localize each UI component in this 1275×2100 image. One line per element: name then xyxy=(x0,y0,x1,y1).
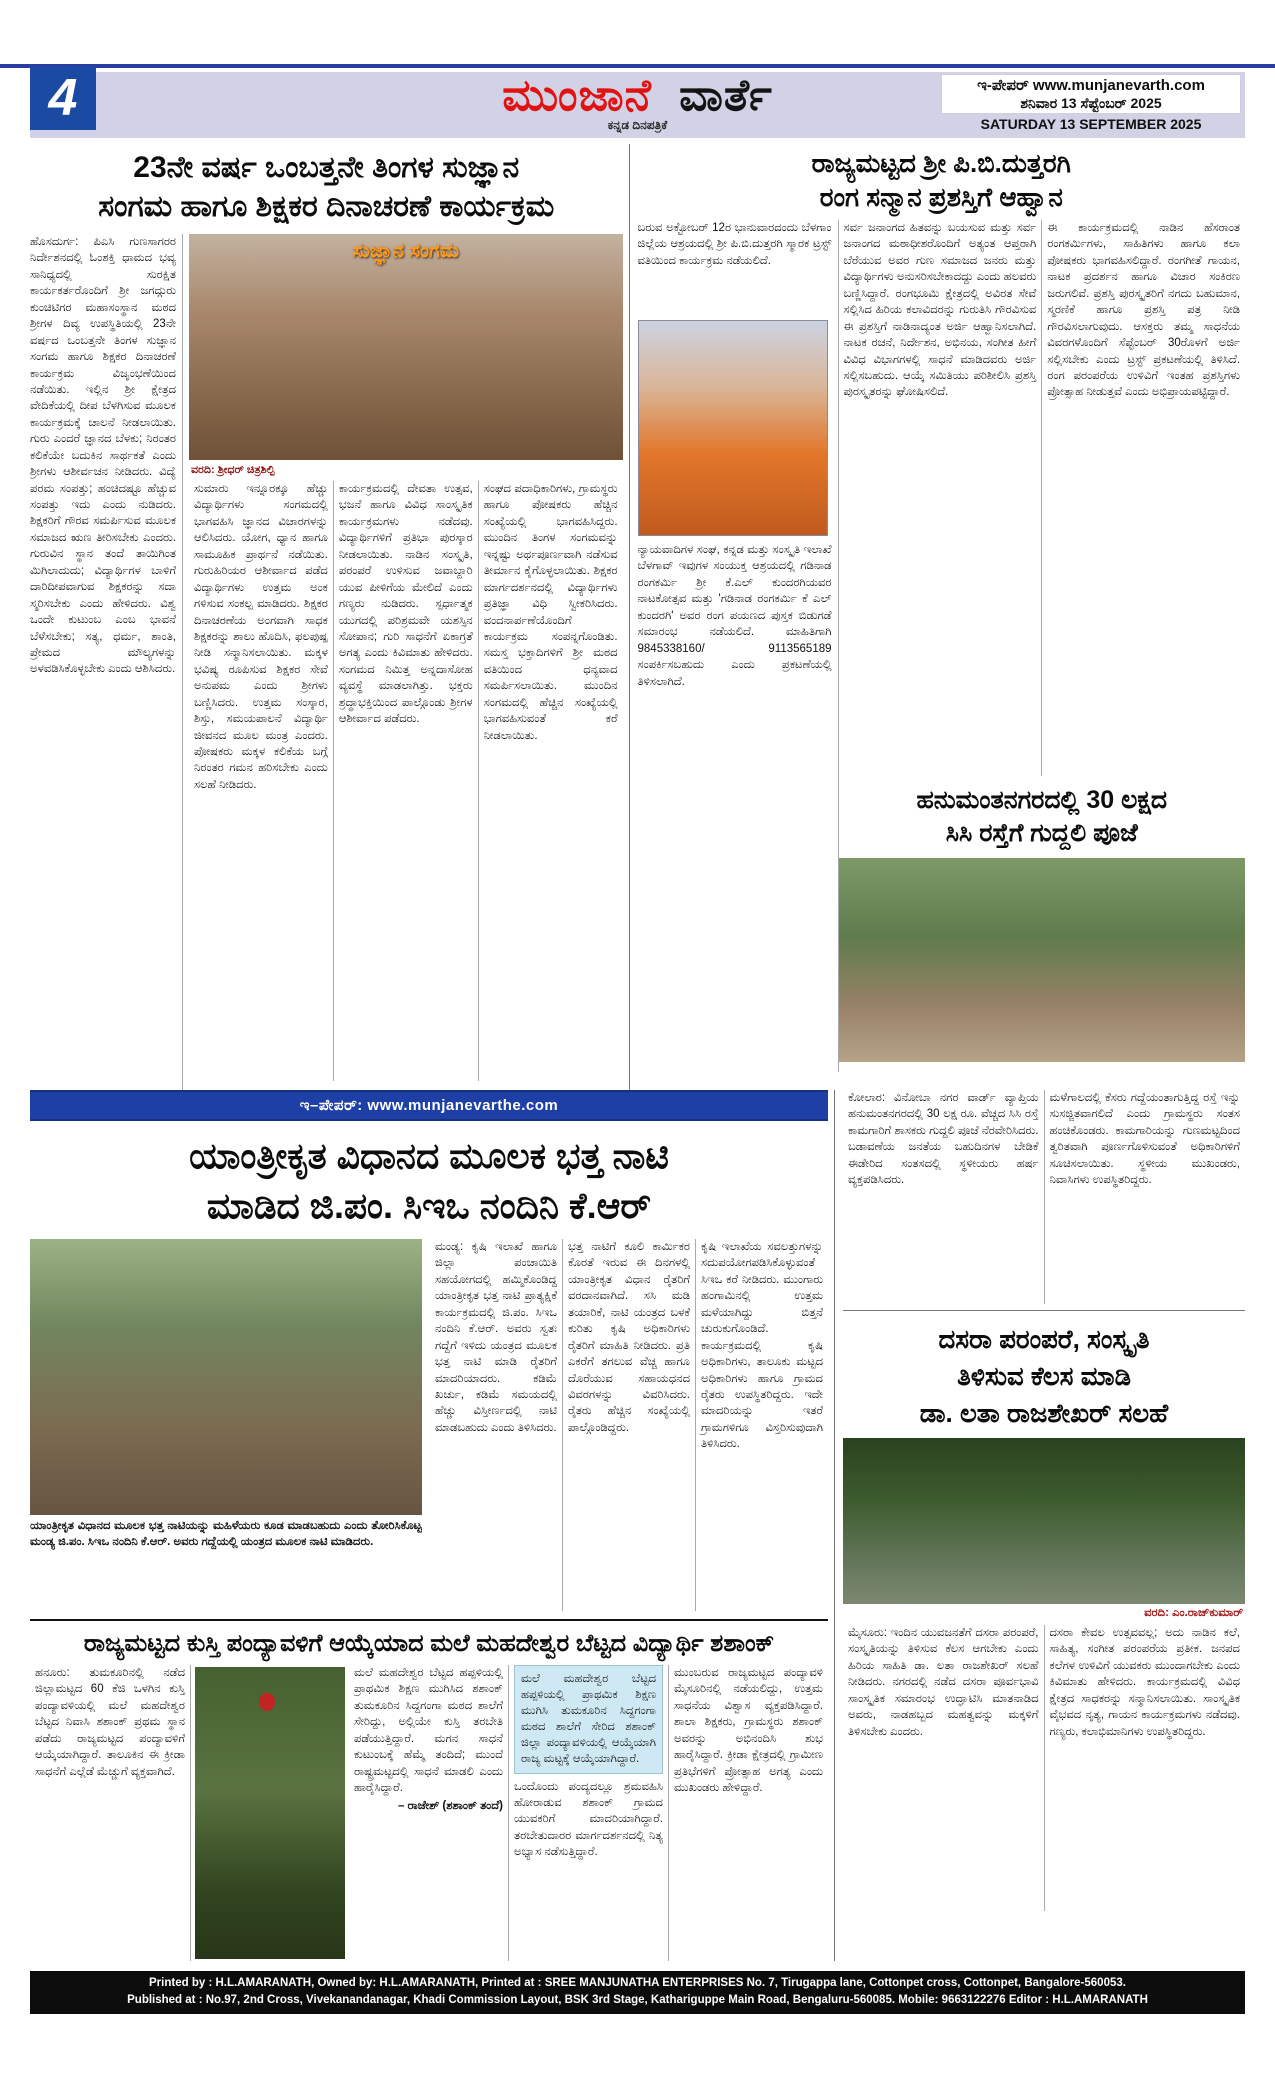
article-dasara xyxy=(843,1311,1245,1911)
masthead-word-black: ವಾರ್ತೆ xyxy=(679,71,773,120)
article-sujnana-col4: ಸಂಘದ ಪದಾಧಿಕಾರಿಗಳು, ಗ್ರಾಮಸ್ಥರು ಹಾಗೂ ಪೋಷಕರು ಹೆಚ್ಚಿನ ಸಂಖ್ಯೆಯಲ್ಲಿ ಭಾಗವಹಿಸಿದ್ದರು. ಮುಂದಿನ ತಿಂಗಳ ಸಂಗಮವನ್ನು ಇನ್ನಷ್ಟು ಅರ್ಥಪೂರ್ಣವಾಗಿ ನಡೆಸುವ ತೀರ್ಮಾನ ಕೈಗೊಳ್ಳಲಾಯಿತು. ಶಿಕ್ಷಕರ ಮಾರ್ಗದರ್ಶನದಲ್ಲಿ ವಿದ್ಯಾರ್ಥಿಗಳು ಪ್ರತಿಜ್ಞಾ ವಿಧಿ ಸ್ವೀಕರಿಸಿದರು. ವಂದನಾರ್ಪಣೆಯೊಂದಿಗೆ ಕಾರ್ಯಕ್ರಮ ಸಂಪನ್ನಗೊಂಡಿತು. ಸಮಸ್ತ ಭಕ್ತಾದಿಗಳಿಗೆ ಶ್ರೀ ಮಠದ ವತಿಯಿಂದ ಧನ್ಯವಾದ ಸಮರ್ಪಿಸಲಾಯಿತು. ಮುಂದಿನ ಸಂಗಮದಲ್ಲಿ ಹೆಚ್ಚಿನ ಸಂಖ್ಯೆಯಲ್ಲಿ ಭಾಗವಹಿಸುವಂತೆ ಕರೆ ನೀಡಲಾಯಿತು. xyxy=(483,483,618,742)
article-sujnana-col2: ಸುಮಾರು ಇನ್ನೂರಕ್ಕೂ ಹೆಚ್ಚು ವಿದ್ಯಾರ್ಥಿಗಳು ಸಂಗಮದಲ್ಲಿ ಭಾಗವಹಿಸಿ ಜ್ಞಾನದ ವಿಚಾರಗಳನ್ನು ಆಲಿಸಿದರು. ಯೋಗ, ಧ್ಯಾನ ಹಾಗೂ ಸಾಮೂಹಿಕ ಪ್ರಾರ್ಥನೆ ನಡೆಯಿತು. ಗುರುಹಿರಿಯರ ಆಶೀರ್ವಾದ ಪಡೆದ ವಿದ್ಯಾರ್ಥಿಗಳು ಉತ್ತಮ ಅಂಕ ಗಳಿಸುವ ಸಂಕಲ್ಪ ಮಾಡಿದರು. ಶಿಕ್ಷಕರ ದಿನಾಚರಣೆಯ ಅಂಗವಾಗಿ ಸಾಧಕ ಶಿಕ್ಷಕರನ್ನು ಶಾಲು ಹೊದಿಸಿ, ಫಲಪುಷ್ಪ ನೀಡಿ ಸನ್ಮಾನಿಸಲಾಯಿತು. ಮಕ್ಕಳ ಭವಿಷ್ಯ ರೂಪಿಸುವ ಶಿಕ್ಷಕರ ಸೇವೆ ಅನುಪಮ ಎಂದು ಶ್ರೀಗಳು ಬಣ್ಣಿಸಿದರು. ಉತ್ತಮ ಸಂಸ್ಕಾರ, ಶಿಸ್ತು, ಸಮಯಪಾಲನೆ ವಿದ್ಯಾರ್ಥಿ ಜೀವನದ ಮೂಲ ಮಂತ್ರ ಎಂದರು. ಪೋಷಕರು ಮಕ್ಕಳ ಕಲಿಕೆಯ ಬಗ್ಗೆ ನಿರಂತರ ಗಮನ ಹರಿಸಬೇಕು ಎಂದು ಸಲಹೆ ನೀಡಿದರು. xyxy=(189,481,334,1081)
ccroad-pooja-photo xyxy=(839,858,1245,1062)
article-ccroad-body xyxy=(843,1090,1245,1311)
sujnana-event-photo xyxy=(189,234,623,460)
epaper-url: ಇ-ಪೇಪರ್ www.munjanevarth.com xyxy=(977,77,1205,94)
kusti-cadet-photo xyxy=(195,1667,345,1959)
sujnana-photo-caption: ವರದಿ: ಶ್ರೀಧರ್ ಚಿತ್ರಶಿಲ್ಪಿ xyxy=(191,464,275,476)
article-dasara-col2: ದಸರಾ ಕೇವಲ ಉತ್ಸವವಲ್ಲ; ಅದು ನಾಡಿನ ಕಲೆ, ಸಾಹಿತ್ಯ, ಸಂಗೀತ ಪರಂಪರೆಯ ಪ್ರತೀಕ. ಜನಪದ ಕಲೆಗಳ ಉಳಿವಿಗೆ ಯುವಕರು ಮುಂದಾಗಬೇಕು ಎಂದು ಕಿವಿಮಾತು ಹೇಳಿದರು. ಕಾರ್ಯಕ್ರಮದಲ್ಲಿ ವಿವಿಧ ಕ್ಷೇತ್ರದ ಸಾಧಕರನ್ನು ಸನ್ಮಾನಿಸಲಾಯಿತು. ಸಾಂಸ್ಕೃತಿಕ ವೈಭವದ ನೃತ್ಯ, ಗಾಯನ ಕಾರ್ಯಕ್ರಮಗಳು ನಡೆದವು. ಗಣ್ಯರು, ಕಲಾಭಿಮಾನಿಗಳು ಉಪಸ್ಥಿತರಿದ್ದರು. xyxy=(1049,1627,1240,1738)
duttaragi-col1-top: ಬರುವ ಅಕ್ಟೋಬರ್ 12ರ ಭಾನುವಾರದಂದು ಬೆಳಗಾಂ ಜಿಲ್ಲೆಯ ಆಶ್ರಯದಲ್ಲಿ ಶ್ರೀ ಪಿ.ಬಿ.ದುತ್ತರಗಿ ಸ್ಮಾರಕ ಟ್ರಸ್ಟ್ ವತಿಯಿಂದ ಕಾರ್ಯಕ್ರಮ ನಡೆಯಲಿದೆ. xyxy=(637,222,832,267)
article-bhatta-col3: ಕೃಷಿ ಇಲಾಖೆಯ ಸವಲತ್ತುಗಳನ್ನು ಸದುಪಯೋಗಪಡಿಸಿಕೊಳ್ಳುವಂತೆ ಸಿಇಒ ಕರೆ ನೀಡಿದರು. ಮುಂಗಾರು ಹಂಗಾಮಿನಲ್ಲಿ ಉತ್ತಮ ಮಳೆಯಾಗಿದ್ದು ಬಿತ್ತನೆ ಚುರುಕುಗೊಂಡಿದೆ. ಕಾರ್ಯಕ್ರಮದಲ್ಲಿ ಕೃಷಿ ಅಧಿಕಾರಿಗಳು, ತಾಲೂಕು ಮಟ್ಟದ ಅಧಿಕಾರಿಗಳು ಹಾಗೂ ಗ್ರಾಮದ ರೈತರು ಉಪಸ್ಥಿತರಿದ್ದರು. ಇದೇ ಮಾದರಿಯನ್ನು ಇತರೆ ಗ್ರಾಮಗಳಿಗೂ ವಿಸ್ತರಿಸುವುದಾಗಿ ತಿಳಿಸಿದರು. xyxy=(701,1241,823,1451)
kusti-byline: – ರಾಜೇಶ್ (ಶಶಾಂಕ್ ತಂದೆ) xyxy=(397,1799,503,1812)
photo-banner-text: ಸುಜ್ಞಾನ ಸಂಗಮ xyxy=(352,240,459,262)
right-column-lower xyxy=(834,1090,1245,1961)
article-kusti-col2: ಮಲೆ ಮಹದೇಶ್ವರ ಬೆಟ್ಟದ ಹಪ್ಪಳಿಯಲ್ಲಿ ಪ್ರಾಥಮಿಕ ಶಿಕ್ಷಣ ಮುಗಿಸಿದ ಶಶಾಂಕ್ ತುಮಕೂರಿನ ಸಿದ್ದಗಂಗಾ ಮಠದ ಶಾಲೆಗೆ ಸೇರಿದ್ದು, ಅಲ್ಲಿಯೇ ಕುಸ್ತಿ ತರಬೇತಿ ಪಡೆಯುತ್ತಿದ್ದಾರೆ. ಮಗನ ಸಾಧನೆ ಕುಟುಂಬಕ್ಕೆ ಹೆಮ್ಮೆ ತಂದಿದೆ; ಮುಂದೆ ರಾಷ್ಟ್ರಮಟ್ಟದಲ್ಲಿ ಸಾಧನೆ ಮಾಡಲಿ ಎಂದು ಹಾರೈಸಿದ್ದಾರೆ. – ರಾಜೇಶ್ (ಶಶಾಂಕ್ ತಂದೆ) xyxy=(349,1665,509,1961)
dasara-photo-caption: ವರದಿ: ಎಂ.ರಾಜ್‌ಕುಮಾರ್ xyxy=(1144,1607,1243,1619)
article-duttaragi-headline: ರಾಜ್ಯಮಟ್ಟದ ಶ್ರೀ ಪಿ.ಬಿ.ದುತ್ತರಗಿ ರಂಗ ಸನ್ಮಾನ ಪ್ರಶಸ್ತಿಗೆ ಆಹ್ವಾನ xyxy=(811,148,1071,212)
top-rule xyxy=(0,64,1275,68)
article-sujnana xyxy=(30,144,629,1090)
article-ccroad-col1: ಕೋಲಾರ: ವಿನೋಬಾ ನಗರ ವಾರ್ಡ್ ವ್ಯಾಪ್ತಿಯ ಹನುಮಂತನಗರದಲ್ಲಿ 30 ಲಕ್ಷ ರೂ. ವೆಚ್ಚದ ಸಿಸಿ ರಸ್ತೆ ಕಾಮಗಾರಿಗೆ ಶಾಸಕರು ಗುದ್ದಲಿ ಪೂಜೆ ನೆರವೇರಿಸಿದರು. ಬಡಾವಣೆಯ ಜನತೆಯ ಬಹುದಿನಗಳ ಬೇಡಿಕೆ ಈಡೇರಿದ ಸಂತಸದಲ್ಲಿ ಸ್ಥಳೀಯರು ಹರ್ಷ ವ್ಯಕ್ತಪಡಿಸಿದರು. xyxy=(843,1090,1045,1304)
article-kusti xyxy=(30,1619,828,1961)
article-sujnana-col1: ಹೊಸದುರ್ಗ: ಪಿಎಸಿ ಗುಣಸಾಗರರ ನಿರ್ದೇಶನದಲ್ಲಿ ಓಂಶಕ್ತಿ ಧಾಮದ ಭವ್ಯ ಸಾನಿಧ್ಯದಲ್ಲಿ ಸುರಕ್ಷಿತ ಕಾರ್ಯಕರ್ತರೊಂದಿಗೆ ಶ್ರೀ ಜಗದ್ಗುರು ಕುಂಚಿಟಿಗರ ಮಹಾಸಂಸ್ಥಾನ ಮಠದ ಶ್ರೀಗಳ ದಿವ್ಯ ಉಪಸ್ಥಿತಿಯಲ್ಲಿ 23ನೇ ವರ್ಷದ ಒಂಬತ್ತನೇ ತಿಂಗಳ ಸುಜ್ಞಾನ ಸಂಗಮ ಹಾಗೂ ಶಿಕ್ಷಕರ ದಿನಾಚರಣೆ ಕಾರ್ಯಕ್ರಮ ವಿಜೃಂಭಣೆಯಿಂದ ನಡೆಯಿತು. ಇಲ್ಲಿನ ಶ್ರೀ ಕ್ಷೇತ್ರದ ವೇದಿಕೆಯಲ್ಲಿ ದೀಪ ಬೆಳಗಿಸುವ ಮೂಲಕ ಕಾರ್ಯಕ್ರಮಕ್ಕೆ ಚಾಲನೆ ನೀಡಲಾಯಿತು. ಗುರು ಎಂದರೆ ಜ್ಞಾನದ ಬೆಳಕು; ನಿರಂತರ ಕಲಿಕೆಯೇ ಬದುಕಿನ ಸಾರ್ಥಕತೆ ಎಂದು ಶ್ರೀಗಳು ಆಶೀರ್ವಚನ ನೀಡಿದರು. ವಿದ್ಯೆ ಪರಮ ಸಂಪತ್ತು; ಹಂಚಿದಷ್ಟೂ ಹೆಚ್ಚುವ ಸಂಪತ್ತು ಇದು ಎಂದು ನುಡಿದರು. ಶಿಕ್ಷಕರಿಗೆ ಗೌರವ ಸಮರ್ಪಿಸುವ ಮೂಲಕ ಸಮಾಜದ ಋಣ ತೀರಿಸಬೇಕು ಎಂದರು. ಗುರುವಿನ ಸ್ಥಾನ ತಂದೆ ತಾಯಿಗಿಂತ ಮಿಗಿಲಾದುದು; ವಿದ್ಯಾರ್ಥಿಗಳ ಬಾಳಿಗೆ ದಾರಿದೀಪವಾಗುವ ಶಿಕ್ಷಕರನ್ನು ಸದಾ ಸ್ಮರಿಸಬೇಕು ಎಂದು ಹೇಳಿದರು. ವಿಶ್ವ ಒಂದೇ ಕುಟುಂಬ ಎಂಬ ಭಾವನೆ ಬೆಳೆಸಬೇಕು; ಸತ್ಯ, ಧರ್ಮ, ಶಾಂತಿ, ಪ್ರೇಮದ ಮೌಲ್ಯಗಳನ್ನು ಅಳವಡಿಸಿಕೊಳ್ಳಬೇಕು ಎಂದು ಆಶಿಸಿದರು. xyxy=(30,234,183,1090)
article-duttaragi-col2: ಸರ್ವ ಜನಾಂಗದ ಹಿತವನ್ನು ಬಯಸುವ ಮತ್ತು ಸರ್ವ ಜನಾಂಗದ ಮಠಾಧೀಶರೊಂದಿಗೆ ಅತ್ಯಂತ ಆಪ್ತರಾಗಿ ಬೆರೆಯುವ ಅವರ ಗುಣ ಸಮಾಜದ ಜನರು ಮತ್ತು ವಿದ್ಯಾರ್ಥಿಗಳು ಅನುಸರಿಸಬೇಕಾದದ್ದು ಎಂದು ಹಲವರು ಬಣ್ಣಿಸಿದ್ದಾರೆ. ರಂಗಭೂಮಿ ಕ್ಷೇತ್ರದಲ್ಲಿ ಅವಿರತ ಸೇವೆ ಸಲ್ಲಿಸಿದ ಹಿರಿಯ ಕಲಾವಿದರನ್ನು ಗುರುತಿಸಿ ಗೌರವಿಸುವ ಈ ಪ್ರಶಸ್ತಿಗೆ ನಾಡಿನಾದ್ಯಂತ ಅರ್ಜಿ ಆಹ್ವಾನಿಸಲಾಗಿದೆ. ನಾಟಕ ರಚನೆ, ನಿರ್ದೇಶನ, ಅಭಿನಯ, ಸಂಗೀತ ಹೀಗೆ ವಿವಿಧ ವಿಭಾಗಗಳಲ್ಲಿ ಸಾಧನೆ ಮಾಡಿದವರು ಅರ್ಜಿ ಸಲ್ಲಿಸಬಹುದು. ಆಯ್ಕೆ ಸಮಿತಿಯು ಪರಿಶೀಲಿಸಿ ಪ್ರಶಸ್ತಿ ಪುರಸ್ಕೃತರನ್ನು ಘೋಷಿಸಲಿದೆ. xyxy=(839,220,1043,776)
duttaragi-portrait-photo xyxy=(638,320,828,536)
article-sujnana-headline: 23ನೇ ವರ್ಷ ಒಂಬತ್ತನೇ ತಿಂಗಳ ಸುಜ್ಞಾನ ಸಂಗಮ ಹಾಗೂ ಶಿಕ್ಷಕರ ದಿನಾಚರಣೆ ಕಾರ್ಯಕ್ರಮ xyxy=(98,151,555,223)
article-bhatta-col2: ಭತ್ತ ನಾಟಿಗೆ ಕೂಲಿ ಕಾರ್ಮಿಕರ ಕೊರತೆ ಇರುವ ಈ ದಿನಗಳಲ್ಲಿ ಯಾಂತ್ರೀಕೃತ ವಿಧಾನ ರೈತರಿಗೆ ವರದಾನವಾಗಿದೆ. ಸಸಿ ಮಡಿ ತಯಾರಿಕೆ, ನಾಟಿ ಯಂತ್ರದ ಬಳಕೆ ಕುರಿತು ಕೃಷಿ ಅಧಿಕಾರಿಗಳು ರೈತರಿಗೆ ಮಾಹಿತಿ ನೀಡಿದರು. ಪ್ರತಿ ಎಕರೆಗೆ ತಗಲುವ ವೆಚ್ಚ ಹಾಗೂ ದೊರೆಯುವ ಸಹಾಯಧನದ ವಿವರಗಳನ್ನು ವಿವರಿಸಿದರು. ರೈತರು ಹೆಚ್ಚಿನ ಸಂಖ್ಯೆಯಲ್ಲಿ ಪಾಲ್ಗೊಂಡಿದ್ದರು. xyxy=(563,1239,696,1611)
imprint-footer xyxy=(30,1971,1245,2014)
article-duttaragi-col1 xyxy=(638,220,839,1072)
article-ccroad-headline: ಹನುಮಂತನಗರದಲ್ಲಿ 30 ಲಕ್ಷದ ಸಿಸಿ ರಸ್ತೆಗೆ ಗುದ್ದಲಿ ಪೂಜೆ xyxy=(916,786,1168,847)
masthead-band xyxy=(30,69,1245,138)
date-english: SATURDAY 13 SEPTEMBER 2025 xyxy=(980,116,1202,132)
header-date-block xyxy=(941,74,1241,132)
article-dasara-headline: ದಸರಾ ಪರಂಪರೆ, ಸಂಸ್ಕೃತಿ ತಿಳಿಸುವ ಕೆಲಸ ಮಾಡಿ ಡಾ. ಲತಾ ರಾಜಶೇಖರ್ ಸಲಹೆ xyxy=(919,1324,1169,1428)
article-bhatta xyxy=(30,1131,828,1611)
bhatta-photo-caption: ಯಾಂತ್ರೀಕೃತ ವಿಧಾನದ ಮೂಲಕ ಭತ್ತ ನಾಟಿಯನ್ನು ಮಹಿಳೆಯರು ಕೂಡ ಮಾಡಬಹುದು ಎಂದು ತೋರಿಸಿಕೊಟ್ಟ ಮಂಡ್ಯ ಜಿ.ಪಂ. ಸಿಇಒ ನಂದಿನಿ ಕೆ.ಆರ್. ಅವರು ಗದ್ದೆಯಲ್ಲಿ ಯಂತ್ರದ ಮೂಲಕ ನಾಟಿ ಮಾಡಿದರು. xyxy=(30,1520,422,1548)
article-sujnana-col3: ಕಾರ್ಯಕ್ರಮದಲ್ಲಿ ದೇವತಾ ಉತ್ಸವ, ಭಜನೆ ಹಾಗೂ ವಿವಿಧ ಸಾಂಸ್ಕೃತಿಕ ಕಾರ್ಯಕ್ರಮಗಳು ನಡೆದವು. ವಿದ್ಯಾರ್ಥಿಗಳಿಗೆ ಪ್ರತಿಭಾ ಪುರಸ್ಕಾರ ನೀಡಲಾಯಿತು. ನಾಡಿನ ಸಂಸ್ಕೃತಿ, ಪರಂಪರೆ ಉಳಿಸುವ ಜವಾಬ್ದಾರಿ ಯುವ ಪೀಳಿಗೆಯ ಮೇಲಿದೆ ಎಂದು ಗಣ್ಯರು ನುಡಿದರು. ಸ್ಪರ್ಧಾತ್ಮಕ ಯುಗದಲ್ಲಿ ಪರಿಶ್ರಮವೇ ಯಶಸ್ಸಿನ ಸೋಪಾನ; ಗುರಿ ಸಾಧನೆಗೆ ಏಕಾಗ್ರತೆ ಅಗತ್ಯ ಎಂದು ಕಿವಿಮಾತು ಹೇಳಿದರು. ಸಂಗಮದ ನಿಮಿತ್ತ ಅನ್ನದಾಸೋಹ ವ್ಯವಸ್ಥೆ ಮಾಡಲಾಗಿತ್ತು. ಭಕ್ತರು ಶ್ರದ್ಧಾಭಕ್ತಿಯಿಂದ ಪಾಲ್ಗೊಂಡು ಶ್ರೀಗಳ ಆಶೀರ್ವಾದ ಪಡೆದರು. xyxy=(334,481,479,1081)
masthead-word-red: ಮುಂಜಾನೆ xyxy=(502,71,652,120)
duttaragi-col1-bottom: ನ್ಯಾಯವಾದಿಗಳ ಸಂಘ, ಕನ್ನಡ ಮತ್ತು ಸಂಸ್ಕೃತಿ ಇಲಾಖೆ ಬೆಳಗಾವ್ ಇವುಗಳ ಸಂಯುಕ್ತ ಆಶ್ರಯದಲ್ಲಿ ಗಡಿನಾಡ ರಂಗಕರ್ಮಿ ಶ್ರೀ ಕೆ.ಎಲ್ ಕುಂದರಗಿಯವರ ನಾಟಕೋತ್ಸವ ಮತ್ತು 'ಗಡಿನಾಡ ರಂಗಕರ್ಮಿ ಕೆ ಎಲ್ ಕುಂದರಗಿ' ಅವರ ರಂಗ ಪಯಣದ ಪುಸ್ತಕ ಬಿಡುಗಡೆ ಸಮಾರಂಭ ನಡೆಯಲಿದೆ. ಮಾಹಿತಿಗಾಗಿ 9845338160/ 9113565189 ಸಂಪರ್ಕಿಸಬಹುದು ಎಂದು ಪ್ರಕಟಣೆಯಲ್ಲಿ ತಿಳಿಸಲಾಗಿದೆ. xyxy=(637,544,832,688)
bhatta-field-photo xyxy=(30,1239,422,1515)
article-ccroad-col2: ಮಳೆಗಾಲದಲ್ಲಿ ಕೆಸರು ಗದ್ದೆಯಂತಾಗುತ್ತಿದ್ದ ರಸ್ತೆ ಇನ್ನು ಸುಸಜ್ಜಿತವಾಗಲಿದೆ ಎಂದು ಗ್ರಾಮಸ್ಥರು ಸಂತಸ ಹಂಚಿಕೊಂಡರು. ಕಾಮಗಾರಿಯನ್ನು ಗುಣಮಟ್ಟದಿಂದ ತ್ವರಿತವಾಗಿ ಪೂರ್ಣಗೊಳಿಸುವಂತೆ ಅಧಿಕಾರಿಗಳಿಗೆ ಸೂಚಿಸಲಾಯಿತು. ಸ್ಥಳೀಯ ಮುಖಂಡರು, ನಿವಾಸಿಗಳು ಉಪಸ್ಥಿತರಿದ್ದರು. xyxy=(1049,1092,1240,1187)
left-column-lower xyxy=(30,1090,834,1961)
epaper-box xyxy=(941,74,1241,114)
article-kusti-col3: ಮಲೆ ಮಹದೇಶ್ವರ ಬೆಟ್ಟದ ಹಪ್ಪಳಿಯಲ್ಲಿ ಪ್ರಾಥಮಿಕ ಶಿಕ್ಷಣ ಮುಗಿಸಿ ತುಮಕೂರಿನ ಸಿದ್ದಗಂಗಾ ಮಠದ ಶಾಲೆಗೆ ಸೇರಿದ ಶಶಾಂಕ್ ಜಿಲ್ಲಾ ಪಂದ್ಯಾವಳಿಯಲ್ಲಿ ಆಯ್ಕೆಯಾಗಿ ರಾಜ್ಯ ಮಟ್ಟಕ್ಕೆ ಆಯ್ಕೆಯಾಗಿದ್ದಾರೆ. ಒಂದೊಂದು ಪಂದ್ಯದಲ್ಲೂ ಶ್ರಮವಹಿಸಿ ಹೋರಾಡುವ ಶಶಾಂಕ್ ಗ್ರಾಮದ ಯುವಕರಿಗೆ ಮಾದರಿಯಾಗಿದ್ದಾರೆ. ತರಬೇತುದಾರರ ಮಾರ್ಗದರ್ಶನದಲ್ಲಿ ನಿತ್ಯ ಅಭ್ಯಾಸ ನಡೆಸುತ್ತಿದ್ದಾರೆ. xyxy=(509,1665,669,1961)
article-bhatta-col1: ಮಂಡ್ಯ: ಕೃಷಿ ಇಲಾಖೆ ಹಾಗೂ ಜಿಲ್ಲಾ ಪಂಚಾಯಿತಿ ಸಹಯೋಗದಲ್ಲಿ ಹಮ್ಮಿಕೊಂಡಿದ್ದ ಯಾಂತ್ರೀಕೃತ ಭತ್ತ ನಾಟಿ ಪ್ರಾತ್ಯಕ್ಷಿಕೆ ಕಾರ್ಯಕ್ರಮದಲ್ಲಿ ಜಿ.ಪಂ. ಸಿಇಒ ನಂದಿನಿ ಕೆ.ಆರ್. ಅವರು ಸ್ವತಃ ಗದ್ದೆಗೆ ಇಳಿದು ಯಂತ್ರದ ಮೂಲಕ ಭತ್ತ ನಾಟಿ ಮಾಡಿ ರೈತರಿಗೆ ಮಾದರಿಯಾದರು. ಕಡಿಮೆ ಖರ್ಚು, ಕಡಿಮೆ ಸಮಯದಲ್ಲಿ ಹೆಚ್ಚು ವಿಸ್ತೀರ್ಣದಲ್ಲಿ ನಾಟಿ ಮಾಡಬಹುದು ಎಂದು ತಿಳಿಸಿದರು. xyxy=(430,1239,563,1611)
article-kusti-col1: ಹನೂರು: ತುಮಕೂರಿನಲ್ಲಿ ನಡೆದ ಜಿಲ್ಲಾಮಟ್ಟದ 60 ಕೆಜಿ ಒಳಗಿನ ಕುಸ್ತಿ ಪಂದ್ಯಾವಳಿಯಲ್ಲಿ ಮಲೆ ಮಹದೇಶ್ವರ ಬೆಟ್ಟದ ನಿವಾಸಿ ಶಶಾಂಕ್ ಪ್ರಥಮ ಸ್ಥಾನ ಪಡೆದು ರಾಜ್ಯಮಟ್ಟದ ಪಂದ್ಯಾವಳಿಗೆ ಆಯ್ಕೆಯಾಗಿದ್ದಾರೆ. ತಾಲೂಕಿನ ಈ ಕ್ರೀಡಾ ಸಾಧನೆಗೆ ಎಲ್ಲೆಡೆ ಮೆಚ್ಚುಗೆ ವ್ಯಕ್ತವಾಗಿದೆ. xyxy=(30,1665,191,1961)
article-bhatta-headline: ಯಾಂತ್ರೀಕೃತ ವಿಧಾನದ ಮೂಲಕ ಭತ್ತ ನಾಟಿ ಮಾಡಿದ ಜಿ.ಪಂ. ಸಿಇಒ ನಂದಿನಿ ಕೆ.ಆರ್ xyxy=(189,1135,669,1226)
imprint-line1: Printed by : H.L.AMARANATH, Owned by: H.L.AMARANATH, Printed at : SREE MANJUNATHA ENTERPRISES No. 7, Tirugappa lane, Cottonpet cross, Cottonpet, Bangalore-560053. xyxy=(149,1977,1126,1989)
article-dasara-col1: ಮೈಸೂರು: ಇಂದಿನ ಯುವಜನತೆಗೆ ದಸರಾ ಪರಂಪರೆ, ಸಂಸ್ಕೃತಿಯನ್ನು ತಿಳಿಸುವ ಕೆಲಸ ಆಗಬೇಕು ಎಂದು ಹಿರಿಯ ಸಾಹಿತಿ ಡಾ. ಲತಾ ರಾಜಶೇಖರ್ ಸಲಹೆ ನೀಡಿದರು. ನಗರದಲ್ಲಿ ನಡೆದ ದಸರಾ ಪೂರ್ವಭಾವಿ ಸಾಂಸ್ಕೃತಿಕ ಸಮಾರಂಭ ಉದ್ಘಾಟಿಸಿ ಮಾತನಾಡಿದ ಅವರು, ನಾಡಹಬ್ಬದ ಮಹತ್ವವನ್ನು ಮಕ್ಕಳಿಗೆ ತಿಳಿಸಬೇಕು ಎಂದರು. xyxy=(843,1625,1045,1911)
epaper-banner: ಇ–ಪೇಪರ್: www.munjanevarthe.com xyxy=(30,1090,828,1121)
right-column-upper xyxy=(629,144,1245,1090)
masthead-subtitle: ಕನ್ನಡ ದಿನಪತ್ರಿಕೆ xyxy=(607,118,668,132)
kusti-highlight-box: ಮಲೆ ಮಹದೇಶ್ವರ ಬೆಟ್ಟದ ಹಪ್ಪಳಿಯಲ್ಲಿ ಪ್ರಾಥಮಿಕ ಶಿಕ್ಷಣ ಮುಗಿಸಿ ತುಮಕೂರಿನ ಸಿದ್ದಗಂಗಾ ಮಠದ ಶಾಲೆಗೆ ಸೇರಿದ ಶಶಾಂಕ್ ಜಿಲ್ಲಾ ಪಂದ್ಯಾವಳಿಯಲ್ಲಿ ಆಯ್ಕೆಯಾಗಿ ರಾಜ್ಯ ಮಟ್ಟಕ್ಕೆ ಆಯ್ಕೆಯಾಗಿದ್ದಾರೆ. xyxy=(514,1665,663,1774)
page-number: 4 xyxy=(30,66,96,130)
article-kusti-headline: ರಾಜ್ಯಮಟ್ಟದ ಕುಸ್ತಿ ಪಂದ್ಯಾವಳಿಗೆ ಆಯ್ಕೆಯಾದ ಮಲೆ ಮಹದೇಶ್ವರ ಬೆಟ್ಟದ ವಿದ್ಯಾರ್ಥಿ ಶಶಾಂಕ್ xyxy=(83,1630,775,1657)
imprint-line2: Published at : No.97, 2nd Cross, Vivekanandanagar, Khadi Commission Layout, BSK 3rd Stage, Kathariguppe Main Road, Bengaluru-560085. Mobile: 9663122276 Editor : H.L.AMARANATH xyxy=(127,1994,1148,2007)
article-kusti-col4: ಮುಂಬರುವ ರಾಜ್ಯಮಟ್ಟದ ಪಂದ್ಯಾವಳಿ ಮೈಸೂರಿನಲ್ಲಿ ನಡೆಯಲಿದ್ದು, ಉತ್ತಮ ಸಾಧನೆಯ ವಿಶ್ವಾಸ ವ್ಯಕ್ತಪಡಿಸಿದ್ದಾರೆ. ಶಾಲಾ ಶಿಕ್ಷಕರು, ಗ್ರಾಮಸ್ಥರು ಶಶಾಂಕ್ ಅವರನ್ನು ಅಭಿನಂದಿಸಿ ಶುಭ ಹಾರೈಸಿದ್ದಾರೆ. ಕ್ರೀಡಾ ಕ್ಷೇತ್ರದಲ್ಲಿ ಗ್ರಾಮೀಣ ಪ್ರತಿಭೆಗಳಿಗೆ ಪ್ರೋತ್ಸಾಹ ಅಗತ್ಯ ಎಂದು ಮುಖಂಡರು ಹೇಳಿದ್ದಾರೆ. xyxy=(674,1667,823,1795)
dasara-event-photo xyxy=(843,1438,1245,1604)
date-kannada: ಶನಿವಾರ 13 ಸೆಪ್ಟೆಂಬರ್ 2025 xyxy=(1020,95,1162,111)
article-duttaragi-col3: ಈ ಕಾರ್ಯಕ್ರಮದಲ್ಲಿ ನಾಡಿನ ಹೆಸರಾಂತ ರಂಗಕರ್ಮಿಗಳು, ಸಾಹಿತಿಗಳು ಹಾಗೂ ಕಲಾ ಪೋಷಕರು ಭಾಗವಹಿಸಲಿದ್ದಾರೆ. ರಂಗಗೀತೆ ಗಾಯನ, ನಾಟಕ ಪ್ರದರ್ಶನ ಹಾಗೂ ವಿಚಾರ ಸಂಕಿರಣ ಜರುಗಲಿವೆ. ಪ್ರಶಸ್ತಿ ಪುರಸ್ಕೃತರಿಗೆ ನಗದು ಬಹುಮಾನ, ಸ್ಮರಣಿಕೆ ಹಾಗೂ ಪ್ರಶಸ್ತಿ ಪತ್ರ ನೀಡಿ ಗೌರವಿಸಲಾಗುವುದು. ಆಸಕ್ತರು ತಮ್ಮ ಸಾಧನೆಯ ವಿವರಗಳೊಂದಿಗೆ ಸೆಪ್ಟೆಂಬರ್ 30ರೊಳಗೆ ಅರ್ಜಿ ಸಲ್ಲಿಸಬೇಕು ಎಂದು ಟ್ರಸ್ಟ್ ಪ್ರಕಟಣೆಯಲ್ಲಿ ತಿಳಿಸಿದೆ. ರಂಗ ಪರಂಪರೆಯ ಉಳಿವಿಗೆ ಇಂತಹ ಪ್ರಶಸ್ತಿಗಳು ಪ್ರೋತ್ಸಾಹ ನೀಡುತ್ತವೆ ಎಂದು ಅಭಿಪ್ರಾಯಪಟ್ಟಿದ್ದಾರೆ. xyxy=(1047,222,1241,399)
